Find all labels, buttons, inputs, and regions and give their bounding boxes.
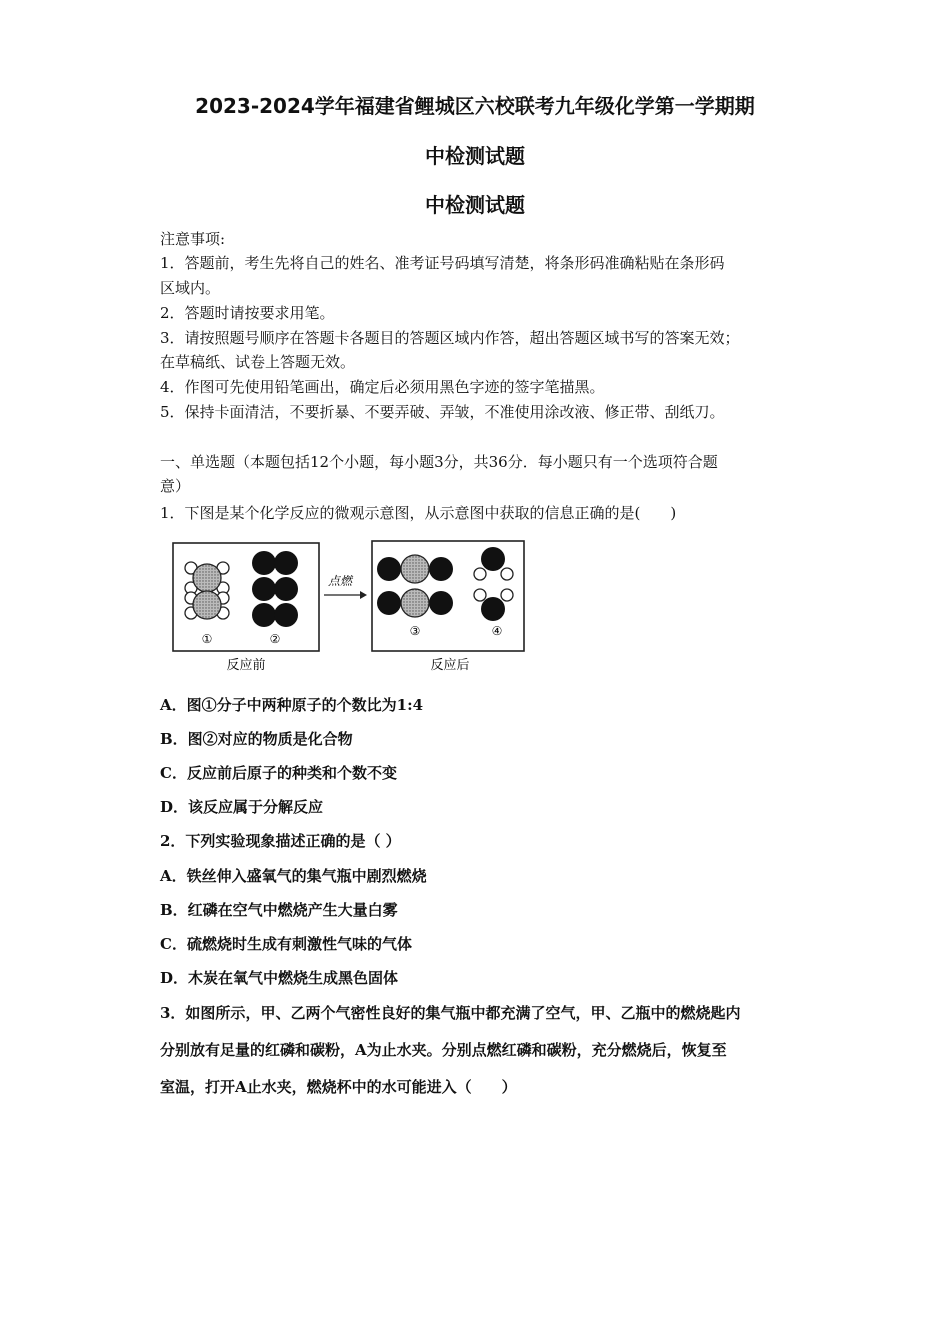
q1-option-a: A．图①分子中两种原子的个数比为1:4	[160, 696, 424, 714]
exam-title-line-2: 中检测试题	[425, 144, 525, 168]
notice-item: 3．请按照题号顺序在答题卡各题目的答题区域内作答，超出答题区域书写的答案无效；	[160, 329, 740, 347]
exam-title-line-3: 中检测试题	[425, 193, 525, 217]
question-3-line: 3．如图所示，甲、乙两个气密性良好的集气瓶中都充满了空气，甲、乙瓶中的燃烧匙内	[160, 1004, 741, 1022]
notice-item: 5．保持卡面清洁，不要折暴、不要弄破、弄皱，不准使用涂改液、修正带、刮纸刀。	[160, 403, 725, 421]
reaction-arrow-icon	[324, 591, 367, 599]
section-heading: 一、单选题（本题包括12个小题，每小题3分，共36分．每小题只有一个选项符合题	[160, 453, 718, 471]
label-3: ③	[409, 624, 421, 638]
notice-heading: 注意事项:	[160, 230, 226, 248]
notice-item: 区域内。	[160, 279, 221, 297]
question-1-stem: 1．下图是某个化学反应的微观示意图，从示意图中获取的信息正确的是( )	[160, 504, 677, 522]
q2-option-c: C．硫燃烧时生成有刺激性气味的气体	[160, 935, 412, 953]
q1-option-c: C．反应前后原子的种类和个数不变	[160, 764, 397, 782]
arrow-label: 点燃	[327, 574, 353, 588]
oxygen-molecule	[252, 551, 298, 575]
methane-molecule	[185, 562, 229, 594]
carbon-dioxide-molecule	[377, 555, 453, 583]
methane-molecule	[185, 591, 229, 619]
label-1: ①	[201, 632, 213, 646]
before-label: 反应前	[226, 658, 266, 673]
q2-option-b: B．红磷在空气中燃烧产生大量白雾	[160, 901, 398, 919]
q1-option-b: B．图②对应的物质是化合物	[160, 730, 353, 748]
notice-item: 4．作图可先使用铅笔画出，确定后必须用黑色字迹的签字笔描黑。	[160, 378, 605, 396]
after-label: 反应后	[430, 658, 470, 673]
reaction-diagram	[160, 535, 540, 675]
section-heading-cont: 意）	[160, 477, 191, 495]
q1-option-d: D．该反应属于分解反应	[160, 798, 324, 816]
notice-item: 1．答题前，考生先将自己的姓名、准考证号码填写清楚，将条形码准确粘贴在条形码	[160, 254, 725, 272]
exam-title-line-1: 2023-2024学年福建省鲤城区六校联考九年级化学第一学期期	[195, 94, 755, 118]
water-molecule	[474, 589, 513, 621]
oxygen-molecule	[252, 603, 298, 627]
notice-item: 2．答题时请按要求用笔。	[160, 304, 335, 322]
carbon-dioxide-molecule	[377, 589, 453, 617]
label-2: ②	[269, 632, 281, 646]
question-3-line: 室温，打开A止水夹，燃烧杯中的水可能进入（ ）	[160, 1078, 517, 1096]
question-3-line: 分别放有足量的红磷和碳粉，A为止水夹。分别点燃红磷和碳粉，充分燃烧后，恢复至	[160, 1041, 727, 1059]
q2-option-d: D．木炭在氧气中燃烧生成黑色固体	[160, 969, 399, 987]
oxygen-molecule	[252, 577, 298, 601]
water-molecule	[474, 547, 513, 580]
question-2-stem: 2．下列实验现象描述正确的是（ ）	[160, 832, 401, 850]
label-4: ④	[491, 624, 503, 638]
notice-item: 在草稿纸、试卷上答题无效。	[160, 353, 356, 371]
q2-option-a: A．铁丝伸入盛氧气的集气瓶中剧烈燃烧	[160, 867, 427, 885]
